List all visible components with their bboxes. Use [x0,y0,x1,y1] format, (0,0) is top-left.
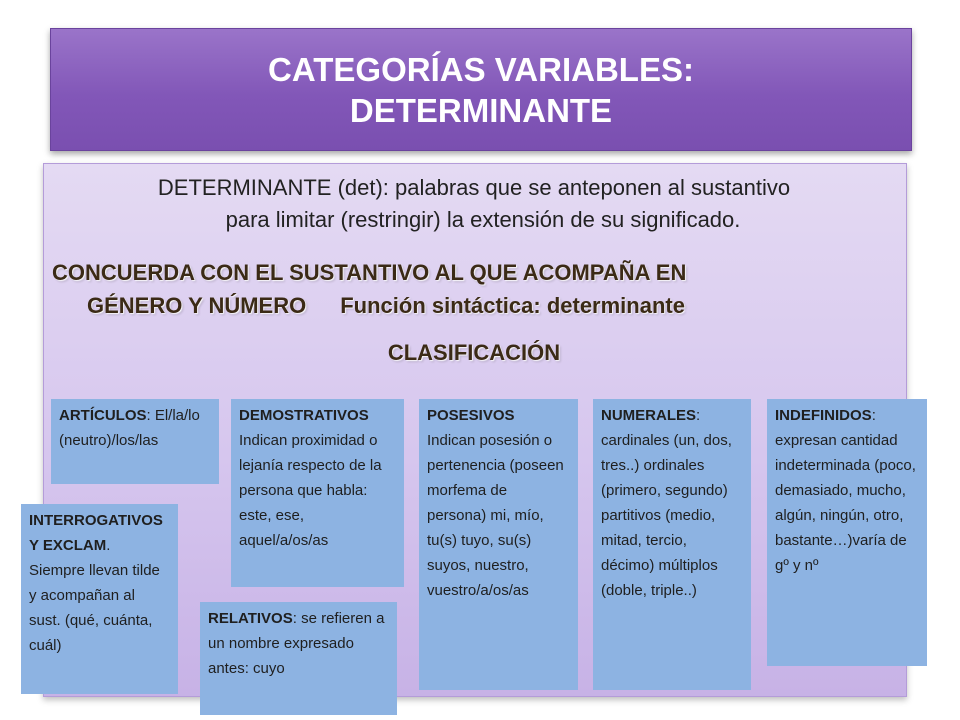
card-interrogativos-body: . Siempre llevan tilde y acompañan al sust. (qué, cuánta, cuál) [29,537,160,654]
card-articulos [51,399,219,484]
card-articulos-body: : El/la/lo (neutro)/los/las [59,407,200,449]
card-relativos-head: RELATIVOS [208,610,293,627]
slide-title-line1: CATEGORÍAS VARIABLES: [268,50,694,88]
slide-title [50,28,912,151]
classification-heading: CLASIFICACIÓN [387,340,561,365]
definition-line2: para limitar (restringir) la extensión de su significado. [225,207,741,232]
slide-title-line2: DETERMINANTE [349,91,613,129]
card-interrogativos-head: INTERROGATIVOS Y EXCLAM [29,512,163,554]
card-numerales-body: : cardinales (un, dos, tres..) ordinales (primero, segundo) partitivos (medio, mitad, tercio, décimo) múltiplos (doble, triple..) [601,407,732,599]
definition-text [43,172,905,236]
card-indefinidos [767,399,927,666]
card-indefinidos-body: : expresan cantidad indeterminada (poco, demasiado, mucho, algún, ningún, otro, bastante…)varía de gº y nº [775,407,916,574]
card-numerales-head: NUMERALES [601,407,697,424]
concordance-text [52,256,892,322]
card-relativos-body: : se refieren a un nombre expresado antes: cuyo [208,610,385,677]
card-demostrativos-body: Indican proximidad o lejanía respecto de la persona que habla: este, ese, aquel/a/os/as [239,432,382,549]
card-numerales [593,399,751,690]
card-indefinidos-head: INDEFINIDOS [775,407,872,424]
definition-line1: DETERMINANTE (det): palabras que se anteponen al sustantivo [157,175,791,200]
card-demostrativos-head: DEMOSTRATIVOS [239,407,369,424]
card-interrogativos [21,504,178,694]
concordance-line2: GÉNERO Y NÚMERO [87,293,307,318]
card-demostrativos [231,399,404,587]
concordance-line1: CONCUERDA CON EL SUSTANTIVO AL QUE ACOMPAÑA EN [52,260,687,285]
card-posesivos [419,399,578,690]
card-posesivos-body: Indican posesión o pertenencia (poseen morfema de persona) mi, mío, tu(s) tuyo, su(s) suyos, nuestro, vuestro/a/os/as [427,432,564,599]
concordance-line2-wrap [52,289,892,322]
syntactic-function: Función sintáctica: determinante [340,293,685,318]
card-articulos-head: ARTÍCULOS [59,407,147,424]
card-posesivos-head: POSESIVOS [427,407,515,424]
card-relativos [200,602,397,715]
